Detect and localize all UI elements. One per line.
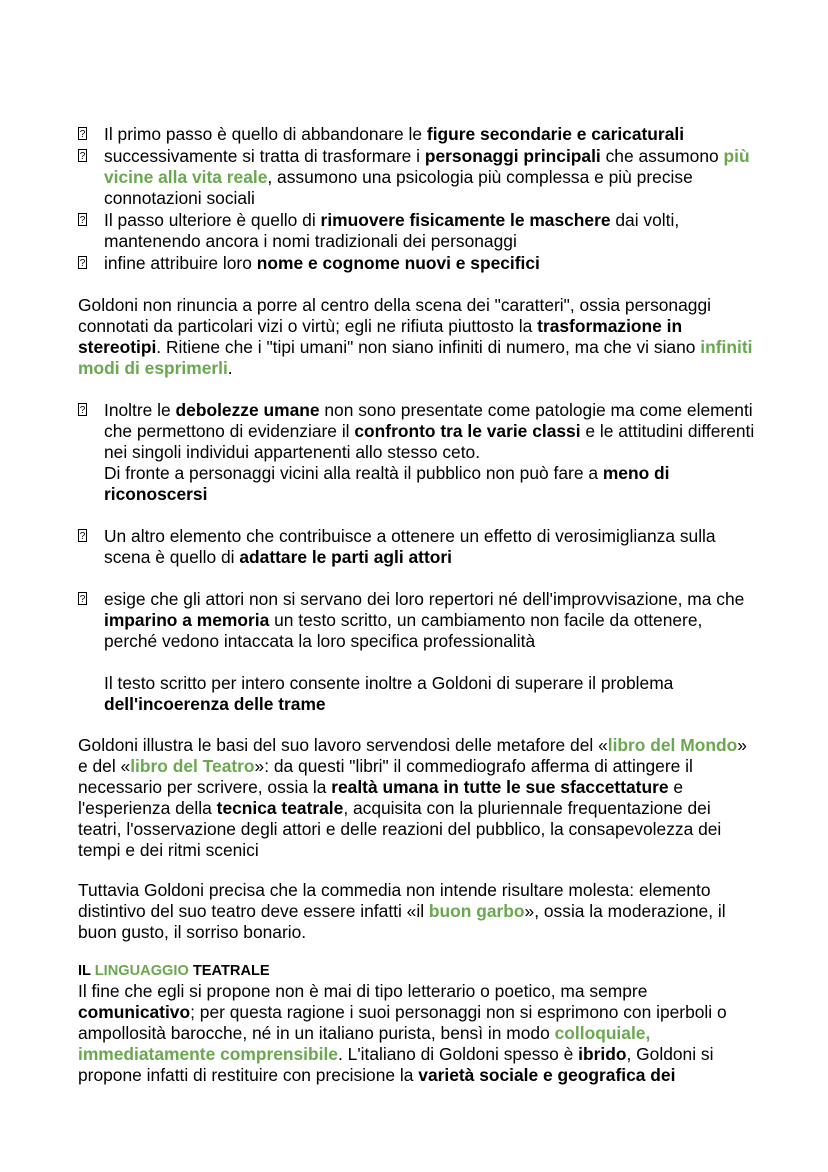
bold-text: varietà sociale e geografica dei bbox=[418, 1065, 676, 1085]
bullet-item bbox=[78, 146, 758, 209]
bold-text: realtà umana in tutte le sue sfaccettature bbox=[331, 777, 669, 797]
bullet-item bbox=[78, 526, 758, 568]
bold-text: figure secondarie e caricaturali bbox=[426, 124, 685, 144]
missing-glyph-icon: ? bbox=[79, 531, 86, 542]
bullet-item bbox=[78, 400, 758, 463]
bullet-item bbox=[78, 589, 758, 652]
bold-text: nome e cognome nuovi e specifici bbox=[256, 253, 540, 273]
paragraph-caratteri: Goldoni non rinuncia a porre al centro della scena dei "caratteri", ossia personaggi connotati da particolari vizi o virtù; egli ne rifiuta piuttosto la trasformazione in stereotipi. Ritiene che i "tipi umani" non siano infiniti di numero, ma che vi siano infiniti modi di esprimerli. bbox=[78, 295, 753, 378]
bullet-text: Il passo ulteriore è quello di rimuovere fisicamente le maschere dai volti, mantenendo ancora i nomi tradizionali dei personaggi bbox=[104, 210, 680, 251]
highlight-text: buon garbo bbox=[428, 901, 525, 921]
bullet-item bbox=[78, 124, 758, 145]
bullet-text: successivamente si tratta di trasformare i personaggi principali che assumono più vicine alla vita reale, assumono una psicologia più complessa e più precise connotazioni sociali bbox=[104, 146, 750, 208]
missing-glyph-icon: ? bbox=[79, 258, 86, 269]
bullet-text: Inoltre le debolezze umane non sono presentate come patologie ma come elementi che permettono di evidenziare il confronto tra le varie classi e le attitudini differenti nei singoli individui appartenenti allo stesso ceto. bbox=[104, 400, 755, 462]
paragraph-realta: Di fronte a personaggi vicini alla realtà il pubblico non può fare a meno di riconoscersi bbox=[104, 463, 670, 504]
bold-text: debolezze umane bbox=[175, 400, 320, 420]
bold-text: comunicativo bbox=[78, 1002, 191, 1022]
bold-text: rimuovere fisicamente le maschere bbox=[320, 210, 611, 230]
bold-text: IL bbox=[78, 963, 95, 979]
missing-glyph-icon: ? bbox=[79, 594, 86, 605]
highlight-text: infiniti modi di esprimerli bbox=[78, 337, 753, 378]
highlight-text: LINGUAGGIO bbox=[94, 963, 189, 979]
bullet-text: infine attribuire loro nome e cognome nuovi e specifici bbox=[104, 253, 540, 273]
bullet-text: Il primo passo è quello di abbandonare le figure secondarie e caricaturali bbox=[104, 124, 685, 144]
bold-text: tecnica teatrale bbox=[216, 798, 344, 818]
bullet-text: esige che gli attori non si servano dei loro repertori né dell'improvvisazione, ma che imparino a memoria un testo scritto, un cambiamento non facile da ottenere, perché vedono intaccata la loro specifica professionalità bbox=[104, 589, 745, 651]
bullet-text: Un altro elemento che contribuisce a ottenere un effetto di verosimiglianza sulla scena è quello di adattare le parti agli attori bbox=[104, 526, 716, 567]
highlight-text: libro del Teatro bbox=[130, 756, 255, 776]
missing-glyph-icon: ? bbox=[79, 151, 86, 162]
section-heading bbox=[78, 962, 270, 981]
bold-text: confronto tra le varie classi bbox=[354, 421, 581, 441]
paragraph-trame: Il testo scritto per intero consente inoltre a Goldoni di superare il problema dell'incoerenza delle trame bbox=[104, 673, 674, 714]
highlight-text: libro del Mondo bbox=[607, 735, 738, 755]
bold-text: adattare le parti agli attori bbox=[239, 547, 452, 567]
bold-text: ibrido bbox=[578, 1044, 627, 1064]
missing-glyph-icon: ? bbox=[79, 405, 86, 416]
bold-text: personaggi principali bbox=[424, 146, 601, 166]
bold-text: dell'incoerenza delle trame bbox=[104, 694, 326, 714]
paragraph-garbo: Tuttavia Goldoni precisa che la commedia non intende risultare molesta: elemento distintivo del suo teatro deve essere infatti «il buon garbo», ossia la moderazione, il buon gusto, il sorriso bonario. bbox=[78, 880, 726, 942]
bold-text: meno di riconoscersi bbox=[104, 463, 670, 504]
missing-glyph-icon: ? bbox=[79, 129, 86, 140]
paragraph-linguaggio: Il fine che egli si propone non è mai di tipo letterario o poetico, ma sempre comunicativo; per questa ragione i suoi personaggi non si esprimono con iperboli o ampollosità barocche, né in un italiano purista, bensì in modo colloquiale, immediatamente comprensibile. L'italiano di Goldoni spesso è ibrido, Goldoni si propone infatti di restituire con precisione la varietà sociale e geografica dei bbox=[78, 981, 727, 1085]
bold-text: imparino a memoria bbox=[104, 610, 270, 630]
bullet-item bbox=[78, 210, 758, 252]
paragraph-libri: Goldoni illustra le basi del suo lavoro servendosi delle metafore del «libro del Mondo» e del «libro del Teatro»: da questi "libri" il commediografo afferma di attingere il necessario per scrivere, ossia la realtà umana in tutte le sue sfaccettature e l'esperienza della tecnica teatrale, acquisita con la pluriennale frequentazione dei teatri, l'osservazione degli attori e delle reazioni del pubblico, la consapevolezza dei tempi e dei ritmi scenici bbox=[78, 735, 747, 860]
bullet-item bbox=[78, 253, 758, 274]
bold-text: trasformazione in stereotipi bbox=[78, 316, 683, 357]
highlight-text: colloquiale, immediatamente comprensibile bbox=[78, 1023, 651, 1064]
bold-text: TEATRALE bbox=[188, 963, 270, 979]
missing-glyph-icon: ? bbox=[79, 215, 86, 226]
highlight-text: più vicine alla vita reale bbox=[104, 146, 750, 187]
